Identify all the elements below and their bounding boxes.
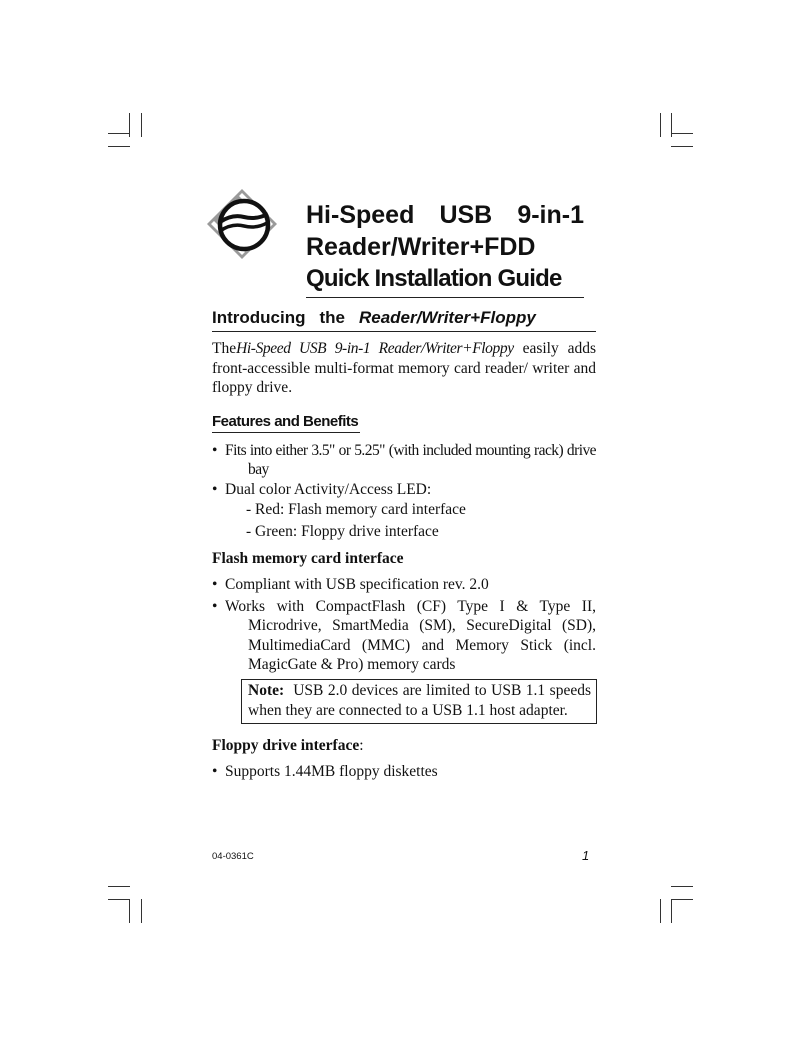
crop-mark bbox=[129, 899, 130, 923]
intro-paragraph bbox=[212, 339, 596, 398]
crop-mark bbox=[671, 133, 693, 134]
note-box bbox=[241, 679, 597, 724]
bullet: • bbox=[212, 441, 217, 459]
intro-divider bbox=[212, 331, 596, 332]
intro-heading-product: Reader/Writer+Floppy bbox=[358, 308, 536, 327]
crop-mark bbox=[108, 133, 130, 134]
list-item-text: Dual color Activity/Access LED: bbox=[225, 480, 432, 498]
title-line-1 bbox=[306, 199, 584, 231]
crop-mark bbox=[671, 899, 693, 900]
list-item-text: Fits into either 3.5" or 5.25" (with included mounting rack) drive bay bbox=[225, 441, 596, 478]
crop-mark bbox=[660, 113, 661, 137]
main-content bbox=[212, 306, 596, 781]
list-item bbox=[212, 575, 596, 595]
crop-mark bbox=[141, 899, 142, 923]
intro-para-prefix: The bbox=[212, 340, 237, 357]
floppy-heading-colon: : bbox=[359, 736, 364, 754]
flash-heading: Flash memory card interface bbox=[212, 550, 404, 567]
intro-para-product: Hi-Speed USB 9-in-1 Reader/Writer+Floppy bbox=[236, 340, 514, 357]
intro-heading bbox=[212, 306, 596, 330]
bullet: • bbox=[212, 480, 218, 498]
siig-logo-icon bbox=[206, 188, 278, 260]
page-number: 1 bbox=[582, 848, 590, 863]
crop-mark bbox=[671, 886, 693, 887]
document-title bbox=[306, 199, 584, 298]
list-item-text: Compliant with USB specification rev. 2.0 bbox=[225, 576, 489, 593]
crop-mark bbox=[108, 886, 130, 887]
crop-mark bbox=[671, 899, 672, 923]
crop-mark bbox=[108, 899, 130, 900]
list-item bbox=[212, 597, 596, 675]
flash-list bbox=[212, 575, 596, 675]
crop-mark bbox=[141, 113, 142, 137]
intro-heading-word: the bbox=[319, 308, 345, 327]
title-line-2: Reader/Writer+FDD bbox=[306, 233, 536, 261]
note-label: Note: bbox=[248, 681, 285, 699]
list-item bbox=[212, 762, 596, 782]
document-code: 04-0361C bbox=[212, 851, 254, 862]
intro-heading-word: Introducing bbox=[212, 308, 306, 327]
bullet: • bbox=[212, 576, 218, 593]
list-item-text: Supports 1.44MB floppy diskettes bbox=[225, 762, 438, 780]
features-list bbox=[212, 441, 596, 544]
intro-para-rest: easily adds front-accessible multi-format memory card reader/ writer and floppy drive. bbox=[212, 340, 596, 396]
title-line-3: Quick Installation Guide bbox=[306, 265, 562, 292]
led-sub-item: - Green: Floppy drive interface bbox=[246, 523, 439, 540]
bullet: • bbox=[212, 597, 218, 615]
title-word: Hi-Speed bbox=[306, 201, 415, 229]
led-sub-item: - Red: Flash memory card interface bbox=[246, 501, 466, 518]
title-word: USB bbox=[439, 201, 493, 229]
list-item bbox=[212, 480, 596, 500]
crop-mark bbox=[660, 899, 661, 923]
crop-mark bbox=[671, 146, 693, 147]
title-word: 9-in-1 bbox=[517, 201, 584, 229]
note-text: USB 2.0 devices are limited to USB 1.1 speeds when they are connected to a USB 1.1 host adapter. bbox=[248, 681, 592, 719]
floppy-heading-text: Floppy drive interface bbox=[212, 736, 360, 754]
bullet: • bbox=[212, 762, 218, 780]
list-item bbox=[212, 441, 596, 480]
floppy-list bbox=[212, 762, 596, 782]
title-divider bbox=[306, 297, 584, 298]
features-heading: Features and Benefits bbox=[212, 412, 360, 433]
floppy-heading bbox=[212, 736, 596, 756]
crop-mark bbox=[108, 146, 130, 147]
list-item-text: Works with CompactFlash (CF) Type I & Type II, Microdrive, SmartMedia (SM), SecureDigital (SD), MultimediaCard (MMC) and Memory Stick (incl. MagicGate & Pro) memory cards bbox=[225, 597, 596, 673]
